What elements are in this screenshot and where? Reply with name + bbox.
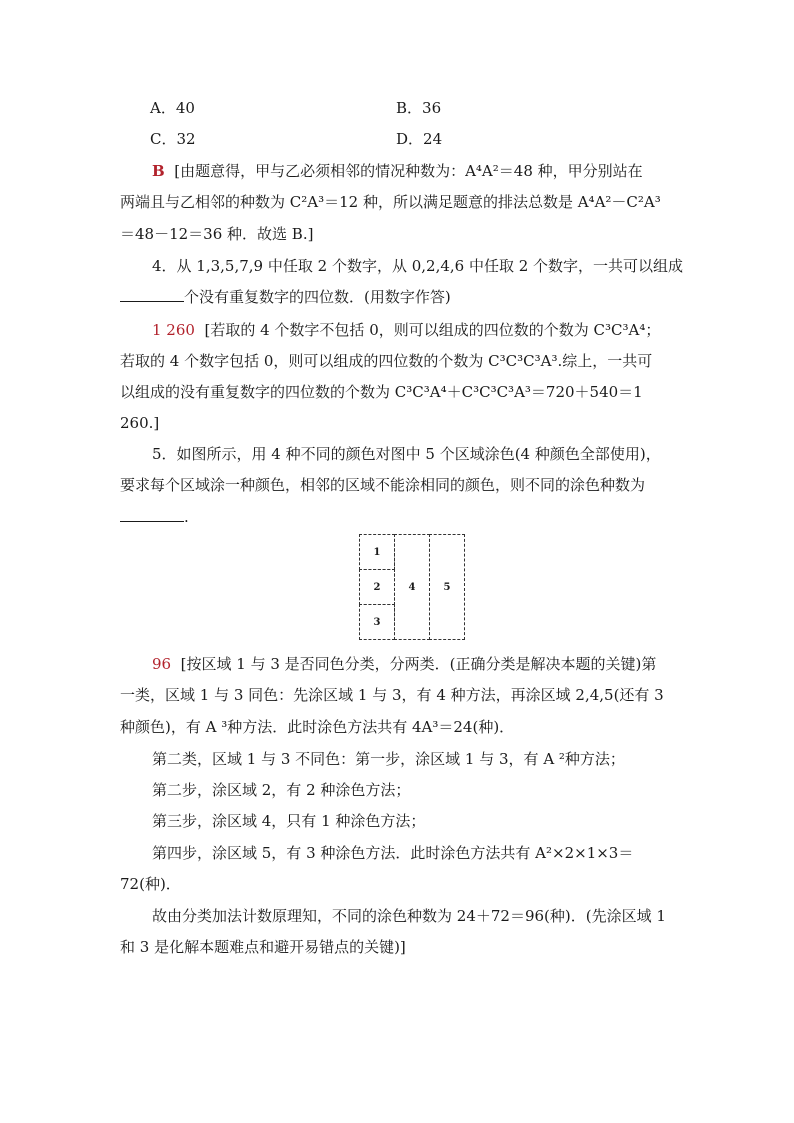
option-a: A．40 — [150, 99, 195, 117]
region-1: 1 — [359, 534, 395, 570]
option-d: D．24 — [396, 130, 443, 148]
answer-blank — [120, 507, 184, 522]
region-3: 3 — [359, 604, 395, 640]
q5-answer-line-6: 第三步，涂区域 4，只有 1 种涂色方法； — [152, 812, 426, 830]
q3-answer-line-1: B [由题意得，甲与乙必须相邻的情况种数为：A⁴A²＝48 种，甲分别站在 — [152, 162, 643, 180]
q3-answer-line-3: ＝48－12＝36 种．故选 B.] — [120, 225, 314, 243]
q5-answer-line-10: 和 3 是化解本题难点和避开易错点的关键)] — [120, 938, 406, 956]
q3-answer-key: B — [152, 162, 165, 180]
option-b: B．36 — [396, 99, 442, 117]
q5-answer-line-7: 第四步，涂区域 5，有 3 种涂色方法．此时涂色方法共有 A²×2×1×3＝ — [152, 844, 634, 862]
q4-answer-line-2: 若取的 4 个数字包括 0，则可以组成的四位数的个数为 C³C³C³A³.综上，一共可 — [120, 352, 653, 370]
q4-line-2: 个没有重复数字的四位数．(用数字作答) — [120, 287, 680, 307]
q4-answer-line-4: 260.] — [120, 414, 160, 432]
q5-line-2: 要求每个区域涂一种颜色，相邻的区域不能涂相同的颜色，则不同的涂色种数为 — [120, 476, 646, 494]
answer-blank — [120, 287, 184, 302]
region-5: 5 — [429, 534, 465, 640]
q4-answer-line-3: 以组成的没有重复数字的四位数的个数为 C³C³A⁴＋C³C³C³A³＝720＋540＝1 — [120, 383, 643, 401]
q5-line-1: 5．如图所示，用 4 种不同的颜色对图中 5 个区域涂色(4 种颜色全部使用)， — [152, 445, 661, 463]
q5-answer-line-8: 72(种)． — [120, 875, 181, 893]
q5-line-3: . — [120, 507, 680, 527]
region-2: 2 — [359, 569, 395, 605]
region-diagram — [359, 534, 465, 640]
q3-answer-line-2: 两端且与乙相邻的种数为 C²A³＝12 种，所以满足题意的排法总数是 A⁴A²－C²A³ — [120, 193, 661, 211]
q5-answer-line-4: 第二类，区域 1 与 3 不同色：第一步，涂区域 1 与 3，有 A ²种方法； — [152, 750, 625, 768]
q5-answer-line-3: 种颜色)，有 A ³种方法．此时涂色方法共有 4A³＝24(种)． — [120, 718, 515, 736]
q4-answer-key: 1 260 — [152, 321, 195, 339]
q5-answer-line-1: 96 [按区域 1 与 3 是否同色分类，分两类．(正确分类是解决本题的关键)第 — [152, 655, 657, 673]
region-4: 4 — [394, 534, 430, 640]
option-c: C．32 — [150, 130, 196, 148]
q5-answer-line-5: 第二步，涂区域 2，有 2 种涂色方法； — [152, 781, 411, 799]
q5-answer-line-9: 故由分类加法计数原理知，不同的涂色种数为 24＋72＝96(种)．(先涂区域 1 — [152, 907, 666, 925]
q5-answer-line-2: 一类，区域 1 与 3 同色：先涂区域 1 与 3，有 4 种方法，再涂区域 2,4,5(还有 3 — [120, 686, 664, 704]
q5-answer-key: 96 — [152, 655, 172, 673]
q4-line-1: 4．从 1,3,5,7,9 中任取 2 个数字，从 0,2,4,6 中任取 2 个数字，一共可以组成 — [152, 257, 684, 275]
q4-answer-line-1: 1 260 [若取的 4 个数字不包括 0，则可以组成的四位数的个数为 C³C³A⁴； — [152, 321, 661, 339]
